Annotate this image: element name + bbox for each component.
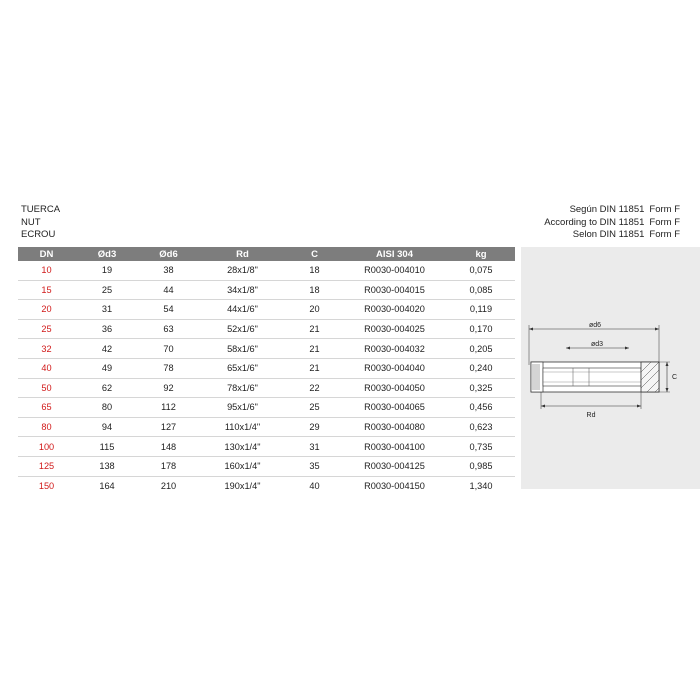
table-header-row (18, 247, 515, 261)
cell-kg: 0,325 (447, 378, 515, 398)
cell-d6: 38 (139, 261, 198, 280)
table-row (18, 437, 515, 457)
cell-c: 20 (287, 300, 342, 320)
cell-d3: 94 (75, 417, 139, 437)
table-row (18, 261, 515, 280)
cell-aisi: R0030-004150 (364, 480, 425, 491)
d3-label: ød3 (590, 341, 604, 348)
cell-dn: 150 (38, 480, 55, 491)
cell-d6: 178 (139, 456, 198, 476)
cell-rd: 34x1/8" (198, 280, 287, 300)
product-name-en: NUT (21, 216, 41, 228)
standard-ref: According to DIN 11851 (544, 216, 645, 228)
cell-aisi: R0030-004015 (342, 280, 447, 300)
cell-rd: 28x1/8" (198, 261, 287, 280)
cell-c: 25 (287, 398, 342, 418)
cell-aisi: R0030-004040 (342, 358, 447, 378)
d6-arrow-right (655, 328, 659, 331)
cell-rd: 95x1/6" (198, 398, 287, 418)
cell-c: 40 (309, 480, 320, 491)
table-row (18, 319, 515, 339)
standards-block (544, 204, 680, 242)
cell-aisi: R0030-004065 (342, 398, 447, 418)
cell-dn: 20 (18, 300, 75, 320)
cell-c: 22 (287, 378, 342, 398)
cell-aisi: R0030-004050 (342, 378, 447, 398)
cell-kg: 0,985 (447, 456, 515, 476)
standard-form: Form F (649, 216, 680, 228)
table-body (18, 261, 515, 495)
table-row (18, 398, 515, 418)
cell-c: 21 (287, 358, 342, 378)
cell-d6: 54 (139, 300, 198, 320)
cell-dn: 32 (18, 339, 75, 359)
inner-bore (543, 368, 641, 386)
spec-table-container (18, 247, 515, 495)
cell-dn: 65 (18, 398, 75, 418)
cell-rd: 160x1/4" (198, 456, 287, 476)
cell-d3: 31 (75, 300, 139, 320)
standard-line-es (544, 204, 680, 217)
cell-d3: 138 (75, 456, 139, 476)
standard-form: Form F (649, 204, 680, 215)
cell-d6: 78 (139, 358, 198, 378)
cell-dn: 25 (18, 319, 75, 339)
table-row (18, 378, 515, 398)
column-header-rd: Rd (198, 247, 287, 261)
cell-d3: 36 (75, 319, 139, 339)
cell-aisi: R0030-004080 (342, 417, 447, 437)
cell-rd: 52x1/6" (198, 319, 287, 339)
c-arrow-top (666, 362, 669, 366)
cell-c: 18 (287, 261, 342, 280)
cell-d6: 148 (139, 437, 198, 457)
cell-kg: 1,340 (469, 480, 493, 491)
d6-arrow-left (529, 328, 533, 331)
cell-d3: 49 (75, 358, 139, 378)
product-title-block (21, 204, 60, 242)
cell-dn: 40 (18, 358, 75, 378)
standard-line-en (544, 217, 680, 230)
cell-d3: 80 (75, 398, 139, 418)
cell-rd: 44x1/6" (198, 300, 287, 320)
standard-line-fr (544, 229, 680, 242)
table-row (18, 358, 515, 378)
cell-d3: 115 (75, 437, 139, 457)
cell-dn: 50 (18, 378, 75, 398)
cell-kg: 0,240 (447, 358, 515, 378)
table-row (18, 417, 515, 437)
table-row (18, 280, 515, 300)
cell-d6: 127 (139, 417, 198, 437)
column-header-kg: kg (447, 247, 515, 261)
table-row (18, 300, 515, 320)
cell-kg: 0,075 (447, 261, 515, 280)
product-name-es: TUERCA (21, 204, 61, 215)
table-row (18, 339, 515, 359)
cell-kg: 0,205 (447, 339, 515, 359)
cell-c: 29 (287, 417, 342, 437)
cell-dn: 80 (18, 417, 75, 437)
cell-rd: 58x1/6" (198, 339, 287, 359)
cell-kg: 0,170 (447, 319, 515, 339)
standard-form: Form F (649, 229, 680, 240)
nut-cross-section-drawing (521, 247, 700, 489)
cell-d6: 92 (139, 378, 198, 398)
d6-label: ød6 (588, 322, 602, 329)
column-header-d6: Ød6 (139, 247, 198, 261)
cell-c: 35 (287, 456, 342, 476)
column-header-dn: DN (18, 247, 75, 261)
cell-c: 31 (287, 437, 342, 457)
cell-rd: 78x1/6" (198, 378, 287, 398)
technical-drawing-panel (521, 247, 700, 489)
product-name-fr: ECROU (21, 229, 56, 240)
standard-ref: Selon DIN 11851 (572, 229, 645, 240)
column-header-d3: Ød3 (75, 247, 139, 261)
cell-kg: 0,119 (447, 300, 515, 320)
cell-dn: 15 (18, 280, 75, 300)
cell-kg: 0,735 (447, 437, 515, 457)
spec-table (18, 247, 515, 495)
cell-aisi: R0030-004032 (342, 339, 447, 359)
table-row (18, 476, 515, 495)
cell-kg: 0,456 (447, 398, 515, 418)
cell-d6: 63 (139, 319, 198, 339)
cell-d6: 112 (139, 398, 198, 418)
cell-d3: 19 (75, 261, 139, 280)
cell-d3: 62 (75, 378, 139, 398)
c-label: C (672, 374, 678, 381)
cell-aisi: R0030-004010 (342, 261, 447, 280)
cell-d3: 164 (99, 480, 115, 491)
cell-aisi: R0030-004025 (342, 319, 447, 339)
cell-kg: 0,623 (447, 417, 515, 437)
rd-arrow-left (541, 405, 545, 408)
rd-arrow-right (637, 405, 641, 408)
cell-aisi: R0030-004125 (342, 456, 447, 476)
cell-c: 21 (287, 339, 342, 359)
cell-kg: 0,085 (447, 280, 515, 300)
c-arrow-bottom (666, 388, 669, 392)
column-header-c: C (287, 247, 342, 261)
column-header-aisi: AISI 304 (342, 247, 447, 261)
d3-arrow-left (566, 347, 570, 350)
d3-arrow-right (625, 347, 629, 350)
cell-rd: 110x1/4" (198, 417, 287, 437)
cell-d6: 210 (160, 480, 177, 491)
cell-dn: 100 (18, 437, 75, 457)
standard-ref: Según DIN 11851 (569, 204, 645, 215)
cell-rd: 190x1/4" (224, 480, 261, 491)
cell-aisi: R0030-004020 (342, 300, 447, 320)
cell-c: 18 (287, 280, 342, 300)
cell-dn: 10 (18, 261, 75, 280)
cell-d3: 42 (75, 339, 139, 359)
rd-label: Rd (586, 412, 596, 419)
cell-rd: 130x1/4" (198, 437, 287, 457)
cell-c: 21 (287, 319, 342, 339)
cell-dn: 125 (18, 456, 75, 476)
table-row (18, 456, 515, 476)
cell-d6: 70 (139, 339, 198, 359)
cell-aisi: R0030-004100 (342, 437, 447, 457)
cell-rd: 65x1/6" (198, 358, 287, 378)
cell-d6: 44 (139, 280, 198, 300)
cell-d3: 25 (75, 280, 139, 300)
